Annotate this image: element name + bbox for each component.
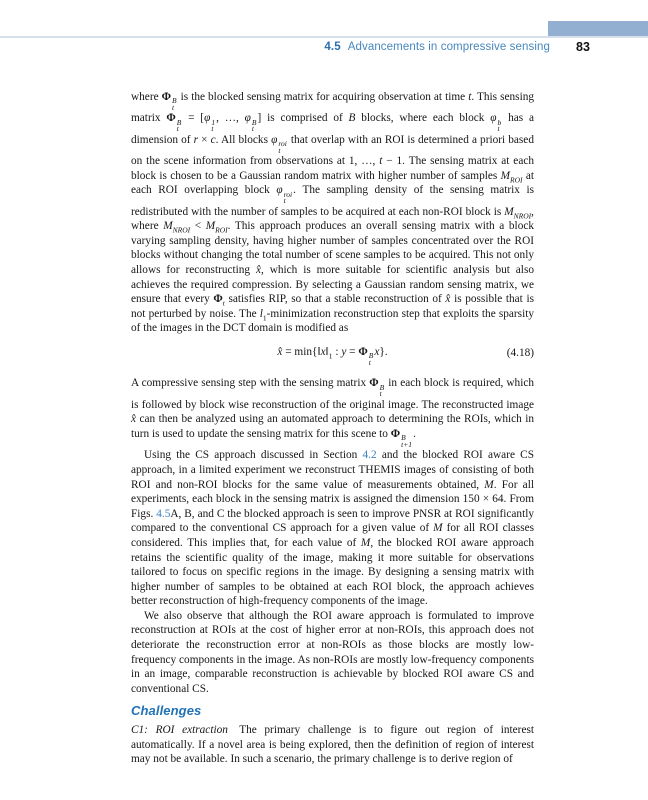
section-number: 4.5 [324,41,341,53]
equation-number: (4.18) [506,347,534,360]
paragraph-cs-step: A compressive sensing step with the sensing matrix Φ B t in each block is required, which is followed by block wise reconstruction of the original image. The reconstructed image x̂ can then be analyzed using an automated approach to determining the ROIs, which in turn is used to update the sensing matrix for this scene to Φ B t+1 . [131,377,535,449]
paragraph-observation: We also observe that although the ROI aware approach is formulated to improve reconstruction at ROIs at the cost of higher error at non-ROIs, this approach does not deteriorate the reconstruction error at non-ROIs as those blocks are mostly low-frequency components in the image. As non-ROIs are mostly low-frequency components in an image, comparable reconstruction is achievable by blocked ROI aware CS and conventional CS. [131,609,534,695]
page-number: 83 [576,40,590,54]
body-text-column [131,90,534,767]
paragraph-intro: where Φ B t is the blocked sensing matrix for acquiring observation at time t. This sensing matrix Φ B t = [φ 1 t , …, φ B t ] is comprised of B blocks, where each block φ b t has a dimension of r × c. All blocks φ roi t that overlap with an ROI is determined a priori based on the scene information from observations at 1, …, t − 1. The sensing matrix at each block is chosen to be a Gaussian random matrix with higher number of samples $M_{ROI}$ at each ROI overlapping block φ roi t . The sampling density of the sensing matrix is redistributed with the number of samples to be acquired at each non-ROI block is $M_{NROI}$, where $M_{NROI} < M_{ROI}$. This approach produces an overall sensing matrix with a block varying sampling density, having higher number of samples concentrated over the ROI blocks without changing the total number of scene samples to be acquired. This not only allows for reconstructing x̂, which is more suitable for scientific analysis but also achieves the required compression. By selecting a Gaussian random sensing matrix, we ensure that every $\Phi_t$ satisfies RIP, so that a stable reconstruction of x̂ is possible that is not perturbed by noise. The $l_1$-minimization reconstruction step that exploits the sparsity of the images in the DCT domain is modified as [131,91,535,335]
running-head [0,41,550,53]
figure-4-5-link[interactable]: 4.5 [156,507,171,520]
challenges-heading: Challenges [131,703,202,719]
header-rule [0,36,648,38]
paragraph-c1-roi-extraction: C1: ROI extraction The primary challenge is to figure out region of interest automatically. If a novel area is being explored, then the definition of region of interest may not be available. In such a scenario, the primary challenge is to derive region of [131,724,534,766]
equation-body: x̂ = $\min\{‖x‖_1$ : y = Φ B t x}. [277,346,388,367]
section-4-2-link[interactable]: 4.2 [362,449,377,462]
header-accent-bar [548,21,648,37]
section-title: Advancements in compressive sensing [347,41,550,53]
equation-4-18 [131,345,534,366]
paragraph-experiment: Using the CS approach discussed in Section 4.2 and the blocked ROI aware CS approach, in a limited experiment we reconstruct THEMIS images of consisting of both ROI and non-ROI blocks for the same value of measurements obtained, M. For all experiments, each block in the sensing matrix is assigned the dimension 150 × 64. From Figs. 4.5A, B, and C the blocked approach is seen to improve PNSR at ROI significantly compared to the conventional CS approach for a given value of M for all ROI classes considered. This implies that, for each value of M, the blocked ROI aware approach retains the scientific quality of the image, making it more suitable for observations tailored to focus on specific regions in the image. By designing a sensing matrix with higher number of samples to be obtained at each ROI block, the approach achieves better reconstruction of high-frequency components of the image. [131,449,534,608]
